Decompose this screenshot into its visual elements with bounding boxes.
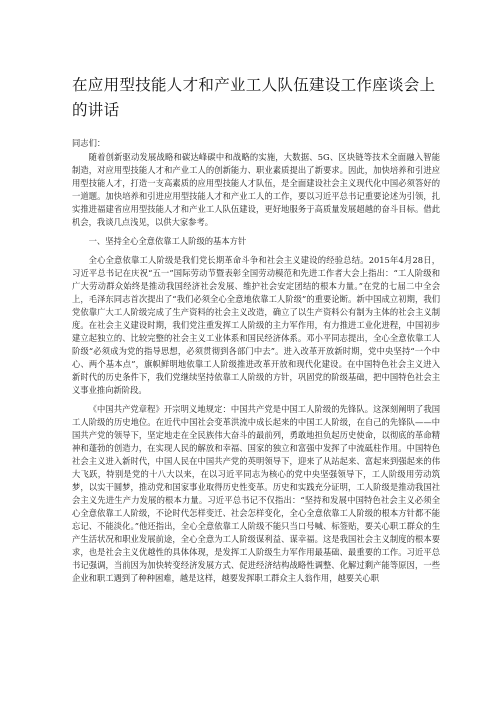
document-title: 在应用型技能人才和产业工人队伍建设工作座谈会上的讲话 <box>72 76 436 119</box>
intro-paragraph: 随着创新驱动发展战略和碳达峰碳中和战略的实施，大数据、5G、区块链等技术全面融入智能制造，对应用型技能人才和产业工人的创新能力、职业素质提出了新要求。因此，加快培养和引进应用型技能人才，打造一支高素质的应用型技能人才队伍，是全面建设社会主义现代化中国必须答好的一道题。加快培养和引进应用型技能人才和产业工人的工作，要以习近平总书记重要论述为引领，扎实推进福建省应用型技能人才和产业工人队伍建设，更好地服务于高质量发展超越的奋斗目标。借此机会，我谈几点浅见，以供大家参考。 <box>72 152 440 227</box>
greeting: 同志们： <box>72 138 106 148</box>
body-paragraph: 全心全意依靠工人阶级是我们党长期革命斗争和社会主义建设的经验总结。2015年4月28日，习近平总书记在庆祝“五一”国际劳动节暨表彰全国劳动模范和先进工作者大会上指出：“工人阶级和广大劳动群众始终是推动我国经济社会发展、维护社会安定团结的根本力量。”在党的七届二中全会上，毛泽东同志首次提出了“我们必须全心全意地依靠工人阶级”的重要论断。新中国成立初期，我们党依靠广大工人阶级完成了生产资料的社会主义改造，确立了以生产资料公有制为主体的社会主义制度。在社会主义建设时期，我们党注重发挥工人阶级的主力军作用，有力推进工业化进程，中国初步建立起独立的、比较完整的社会主义工业体系和国民经济体系。邓小平同志提出，全心全意依靠工人阶级“必须成为党的指导思想，必须贯彻到各部门中去”。进入改革开放新时期，党中央坚持“一个中心、两个基本点”，旗帜鲜明地依靠工人阶级推进改革开放和现代化建设。在中国特色社会主义进入新时代的历史条件下，我们党继续坚持依靠工人阶级的方针，巩固党的阶级基础，把中国特色社会主义事业推向新阶段。 <box>72 255 440 395</box>
section-heading: 一、坚持全心全意依靠工人阶级的基本方针 <box>88 236 247 246</box>
body-paragraph: 《中国共产党章程》开宗明义地规定：中国共产党是中国工人阶级的先锋队。这深刻阐明了我国工人阶级的历史地位。在近代中国社会变革洪流中成长起来的中国工人阶级，在自己的先锋队——中国共产党的领导下，坚定地走在全民族伟大奋斗的最前列，勇敢地担负起历史使命，以彻底的革命精神和蓬勃的创造力，在实现人民的解放和幸福、国家的独立和富强中发挥了中流砥柱作用。中国特色社会主义进入新时代，中国人民在中国共产党的英明领导下，迎来了从站起来、富起来到强起来的伟大飞跃，特别是党的十八大以来，在以习近平同志为核心的党中央坚强领导下，工人阶级用劳动筑梦，以实干圆梦，推动党和国家事业取得历史性变革。历史和实践充分证明，工人阶级是推动我国社会主义先进生产力发展的根本力量。习近平总书记不仅指出：“坚持和发展中国特色社会主义必须全心全意依靠工人阶级，不论时代怎样变迁、社会怎样变化，全心全意依靠工人阶级的根本方针都不能忘记、不能淡化。”他还指出，全心全意依靠工人阶级不能只当口号喊、标签贴，要关心职工群众的生产生活状况和职业发展前途，全心全意为工人阶级谋利益、谋幸福。这是我国社会主义制度的根本要求，也是社会主义优越性的具体体现，是发挥工人阶级生力军作用最基础、最重要的工作。习近平总书记强调，当前因为加快转变经济发展方式、促进经济结构战略性调整、化解过剩产能等原因，一些企业和职工遇到了种种困难，越是这样，越要发挥职工群众主人翁作用，越要关心职 <box>72 404 440 583</box>
